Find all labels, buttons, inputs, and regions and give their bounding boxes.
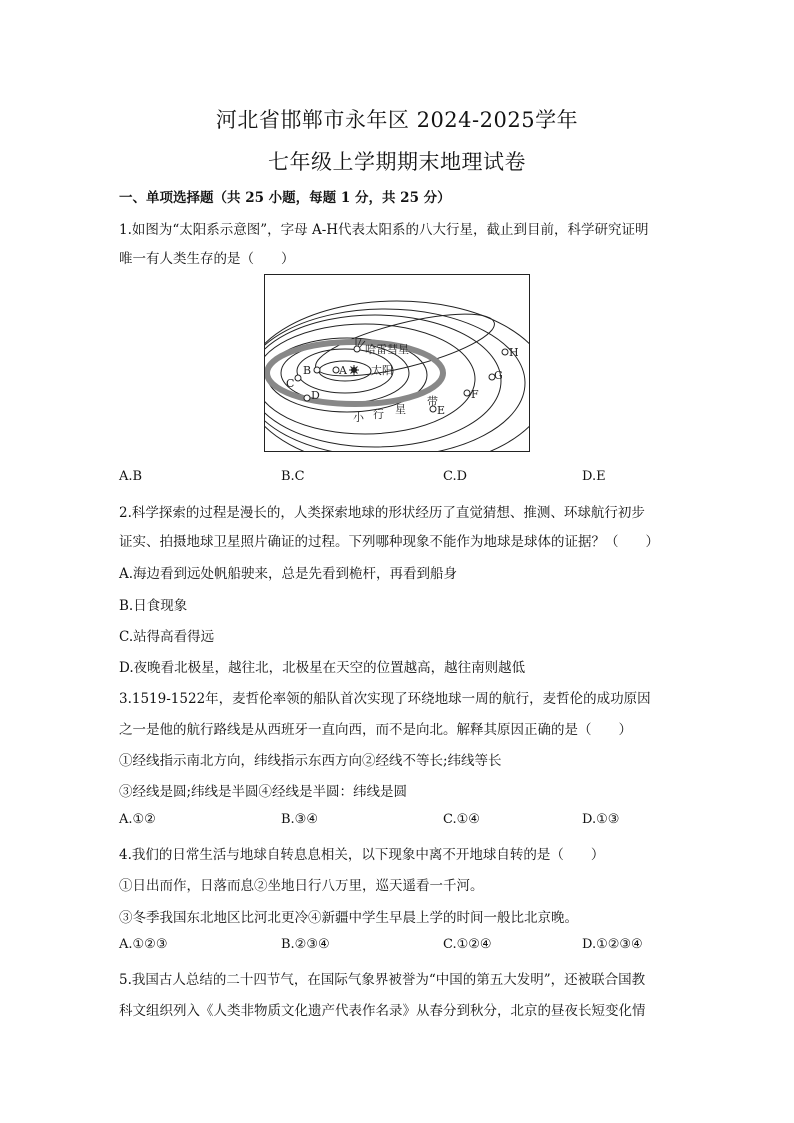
q3-line1: 3.1519-1522年，麦哲伦率领的船队首次实现了环绕地球一周的航行，麦哲伦的成功原因: [119, 691, 651, 707]
q3-option-b[interactable]: B.③④: [281, 812, 318, 827]
planet-f: [464, 390, 470, 396]
label-belt-4: 带: [427, 395, 438, 408]
q4-option-c[interactable]: C.①②④: [443, 937, 492, 952]
q3-statement-2: ③经线是圆;纬线是半圆④经线是半圆：纬线是圆: [119, 784, 408, 800]
q4-statement-1: ①日出而作，日落而息②坐地日行八万里，巡天遥看一千河。: [119, 878, 484, 894]
label-planet-g: G: [494, 369, 503, 382]
label-planet-a: A: [339, 364, 347, 377]
label-planet-c: C: [286, 377, 295, 390]
label-comet: 哈雷彗星: [365, 343, 409, 356]
q4-statement-2: ③冬季我国东北地区比河北更冷④新疆中学生早晨上学的时间一般比北京晚。: [119, 910, 578, 926]
q2-option-a[interactable]: A.海边看到远处帆船驶来，总是先看到桅杆，再看到船身: [119, 566, 458, 582]
q2-option-d[interactable]: D.夜晚看北极星，越往北，北极星在天空的位置越高，越往南则越低: [119, 660, 526, 676]
q2-option-c[interactable]: C.站得高看得远: [119, 629, 215, 645]
label-planet-f: F: [471, 388, 479, 401]
planet-c: [295, 375, 301, 381]
q5-line2: 科文组织列入《人类非物质文化遗产代表作名录》从春分到秋分，北京的昼夜长短变化情: [119, 1003, 646, 1019]
q4-option-a[interactable]: A.①②③: [119, 937, 168, 952]
solar-system-figure: [264, 274, 530, 452]
orbit-g: [265, 309, 525, 452]
q3-statement-1: ①经线指示南北方向，纬线指示东西方向②经线不等长;纬线等长: [119, 753, 502, 769]
label-planet-b: B: [303, 364, 312, 377]
sun-icon: [349, 365, 359, 375]
q3-option-c[interactable]: C.①④: [443, 812, 480, 827]
q3-option-d[interactable]: D.①③: [582, 812, 620, 827]
label-planet-d: D: [311, 389, 320, 402]
q3-option-a[interactable]: A.①②: [119, 812, 156, 827]
q1-line1: 1.如图为“太阳系示意图”，字母 A-H代表太阳系的八大行星，截止到目前，科学研究证明: [119, 222, 649, 238]
solar-system-diagram: [265, 275, 530, 452]
q1-line2: 唯一有人类生存的是（ ）: [119, 251, 295, 267]
halley-comet: [354, 346, 360, 352]
q1-option-d[interactable]: D.E: [582, 469, 606, 484]
label-planet-e: E: [437, 404, 446, 417]
planet-b: [314, 367, 320, 373]
q2-line1: 2.科学探索的过程是漫长的，人类探索地球的形状经历了直觉猜想、推测、环球航行初步: [119, 505, 645, 521]
q1-option-b[interactable]: B.C: [281, 469, 305, 484]
q2-option-b[interactable]: B.日食现象: [119, 598, 188, 614]
q4-option-d[interactable]: D.①②③④: [582, 937, 643, 952]
exam-title-line1: 河北省邯郸市永年区 2024-2025学年: [215, 108, 579, 132]
planet-h: [502, 349, 508, 355]
label-sun: 太阳: [371, 364, 393, 377]
q3-line2: 之一是他的航行路线是从西班牙一直向西，而不是向北。解释其原因正确的是（ ）: [119, 722, 632, 738]
label-belt-3: 星: [395, 403, 406, 416]
q4-line1: 4.我们的日常生活与地球自转息息相关，以下现象中离不开地球自转的是（ ）: [119, 847, 605, 863]
q5-line1: 5.我国古人总结的二十四节气，在国际气象界被誉为“中国的第五大发明”，还被联合国教: [119, 972, 646, 988]
q4-option-b[interactable]: B.②③④: [281, 937, 330, 952]
exam-title-line2: 七年级上学期期末地理试卷: [268, 150, 526, 174]
q2-line2: 证实、拍摄地球卫星照片确证的过程。下列哪种现象不能作为地球是球体的证据？（ ）: [119, 534, 659, 550]
section-heading: 一、单项选择题（共 25 小题，每题 1 分，共 25 分）: [119, 190, 451, 206]
q1-option-c[interactable]: C.D: [443, 469, 468, 484]
label-belt-1: 小: [353, 411, 364, 424]
label-belt-2: 行: [373, 408, 384, 421]
q1-option-a[interactable]: A.B: [119, 469, 143, 484]
label-planet-h: H: [509, 346, 519, 359]
planet-d: [304, 395, 310, 401]
